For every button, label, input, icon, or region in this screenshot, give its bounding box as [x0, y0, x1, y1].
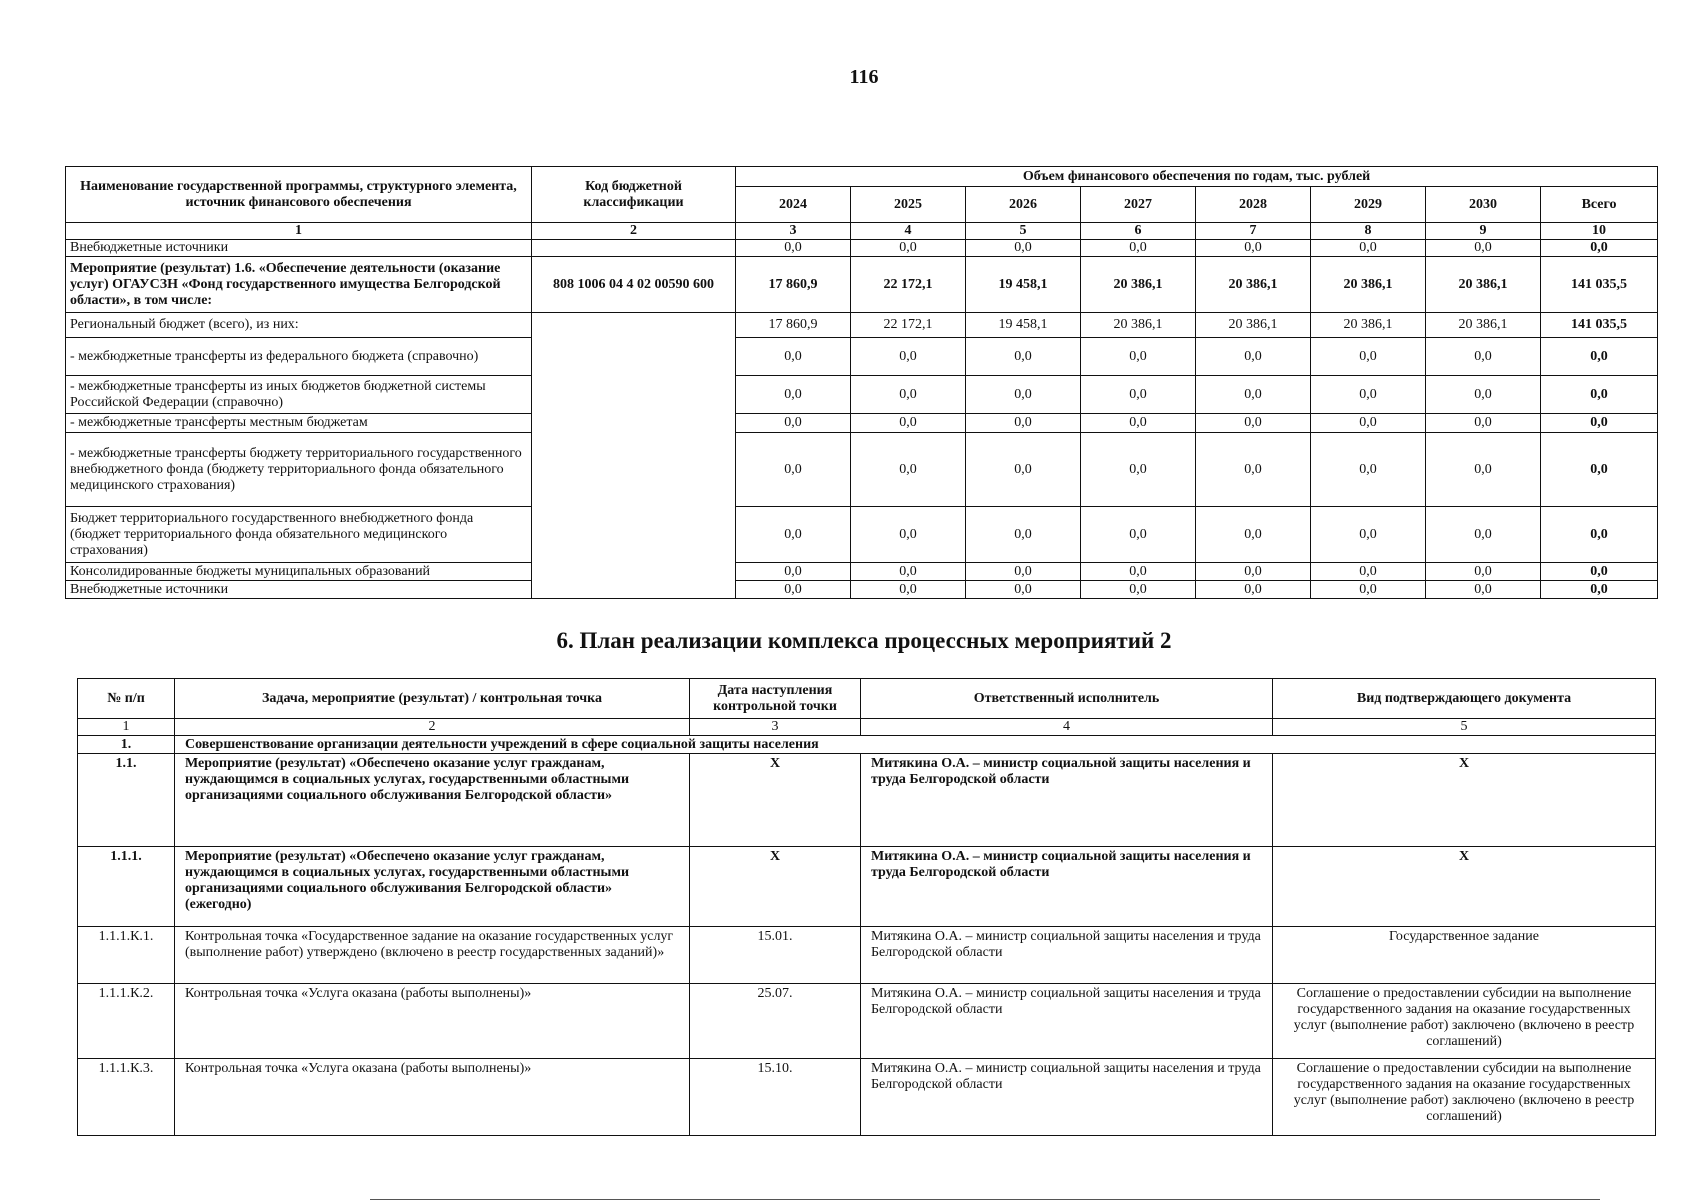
- row-value: 0,0: [1196, 376, 1311, 414]
- row-executor: Митякина О.А. – министр социальной защиты населения и труда Белгородской области: [861, 1059, 1273, 1136]
- row-name: Региональный бюджет (всего), из них:: [66, 313, 532, 338]
- row-value: 20 386,1: [1196, 257, 1311, 313]
- col-doc-header: Вид подтверждающего документа: [1273, 679, 1656, 719]
- row-value: 0,0: [1426, 414, 1541, 433]
- row-value: 0,0: [966, 581, 1081, 599]
- row-task: Мероприятие (результат) «Обеспечено оказание услуг гражданам, нуждающимся в социальных услугах, государственными областными организациями социального обслуживания Белгородской области»: [175, 754, 690, 847]
- row-value: 0,0: [1311, 581, 1426, 599]
- row-name: - межбюджетные трансферты бюджету территориального государственного внебюджетного фонда (бюджету территориального фонда обязательного медицинского страхования): [66, 433, 532, 507]
- row-name: Консолидированные бюджеты муниципальных образований: [66, 563, 532, 581]
- row-value: 0,0: [736, 563, 851, 581]
- row-value: 0,0: [736, 338, 851, 376]
- row-value: 0,0: [1426, 563, 1541, 581]
- task-row: [78, 736, 1656, 754]
- row-value: 0,0: [1426, 338, 1541, 376]
- row-doc: X: [1273, 847, 1656, 927]
- column-index-row: [66, 223, 1658, 240]
- row-date: 15.10.: [690, 1059, 861, 1136]
- task-text: Совершенствование организации деятельности учреждений в сфере социальной защиты населения: [175, 736, 1656, 754]
- column-index: 1: [78, 719, 175, 736]
- col-volume-header: Объем финансового обеспечения по годам, тыс. рублей: [736, 167, 1658, 187]
- row-value: 0,0: [1081, 581, 1196, 599]
- column-index: 1: [66, 223, 532, 240]
- row-doc: X: [1273, 754, 1656, 847]
- table-row: [66, 507, 1658, 563]
- row-value: 0,0: [1311, 563, 1426, 581]
- row-value: 0,0: [1426, 581, 1541, 599]
- row-date: 15.01.: [690, 927, 861, 984]
- table-row: [78, 847, 1656, 927]
- task-num: 1.: [78, 736, 175, 754]
- row-total: 0,0: [1541, 581, 1658, 599]
- table-row: [78, 754, 1656, 847]
- row-value: 0,0: [736, 414, 851, 433]
- row-date: 25.07.: [690, 984, 861, 1059]
- column-index: 2: [532, 223, 736, 240]
- year-header: 2029: [1311, 187, 1426, 223]
- row-value: 20 386,1: [1426, 257, 1541, 313]
- row-total: 0,0: [1541, 433, 1658, 507]
- table-row: [78, 927, 1656, 984]
- row-total: 0,0: [1541, 338, 1658, 376]
- row-value: 0,0: [1311, 240, 1426, 257]
- col-date-header: Дата наступления контрольной точки: [690, 679, 861, 719]
- row-value: 0,0: [1311, 433, 1426, 507]
- row-num: 1.1.1.К.3.: [78, 1059, 175, 1136]
- row-value: 0,0: [966, 563, 1081, 581]
- implementation-plan-table: [77, 678, 1656, 1136]
- column-index-row: [78, 719, 1656, 736]
- table-row: [66, 240, 1658, 257]
- row-value: 20 386,1: [1196, 313, 1311, 338]
- row-value: 0,0: [1196, 433, 1311, 507]
- row-value: 0,0: [1311, 338, 1426, 376]
- row-value: 0,0: [1426, 240, 1541, 257]
- table-row: [66, 257, 1658, 313]
- row-value: 0,0: [1426, 376, 1541, 414]
- financing-table: [65, 166, 1658, 599]
- row-doc: Соглашение о предоставлении субсидии на выполнение государственного задания на оказание государственных услуг (выполнение работ) заключено (включено в реестр соглашений): [1273, 1059, 1656, 1136]
- row-value: 0,0: [851, 240, 966, 257]
- column-index: 5: [1273, 719, 1656, 736]
- column-index: 4: [861, 719, 1273, 736]
- row-value: 0,0: [1311, 376, 1426, 414]
- page-number: 116: [849, 66, 879, 88]
- row-value: 0,0: [1081, 414, 1196, 433]
- row-value: 0,0: [851, 581, 966, 599]
- row-value: 20 386,1: [1081, 313, 1196, 338]
- row-value: 0,0: [1196, 581, 1311, 599]
- table-row: [66, 313, 1658, 338]
- row-task: Контрольная точка «Государственное задание на оказание государственных услуг (выполнение работ) утверждено (включено в реестр государственных заданий)»: [175, 927, 690, 984]
- row-total: 0,0: [1541, 563, 1658, 581]
- table-row: [66, 338, 1658, 376]
- row-value: 0,0: [851, 433, 966, 507]
- row-value: 20 386,1: [1311, 257, 1426, 313]
- row-executor: Митякина О.А. – министр социальной защиты населения и труда Белгородской области: [861, 847, 1273, 927]
- row-value: 0,0: [851, 414, 966, 433]
- row-total: 0,0: [1541, 507, 1658, 563]
- row-value: 0,0: [1081, 338, 1196, 376]
- row-value: 0,0: [966, 240, 1081, 257]
- row-doc: Соглашение о предоставлении субсидии на выполнение государственного задания на оказание государственных услуг (выполнение работ) заключено (включено в реестр соглашений): [1273, 984, 1656, 1059]
- year-header: 2025: [851, 187, 966, 223]
- row-value: 0,0: [736, 507, 851, 563]
- col-executor-header: Ответственный исполнитель: [861, 679, 1273, 719]
- row-value: 0,0: [736, 433, 851, 507]
- row-value: 17 860,9: [736, 313, 851, 338]
- row-value: 19 458,1: [966, 313, 1081, 338]
- row-num: 1.1.: [78, 754, 175, 847]
- row-value: 0,0: [966, 338, 1081, 376]
- row-value: 0,0: [1311, 414, 1426, 433]
- total-header: Всего: [1541, 187, 1658, 223]
- row-value: 0,0: [1196, 240, 1311, 257]
- row-total: 0,0: [1541, 376, 1658, 414]
- row-total: 141 035,5: [1541, 313, 1658, 338]
- col-code-header: Код бюджетной классификации: [532, 167, 736, 223]
- column-index: 8: [1311, 223, 1426, 240]
- column-index: 9: [1426, 223, 1541, 240]
- row-value: 0,0: [851, 563, 966, 581]
- row-name: Внебюджетные источники: [66, 240, 532, 257]
- row-executor: Митякина О.А. – министр социальной защиты населения и труда Белгородской области: [861, 754, 1273, 847]
- col-task-header: Задача, мероприятие (результат) / контрольная точка: [175, 679, 690, 719]
- column-index: 5: [966, 223, 1081, 240]
- column-index: 6: [1081, 223, 1196, 240]
- row-executor: Митякина О.А. – министр социальной защиты населения и труда Белгородской области: [861, 984, 1273, 1059]
- row-value: 20 386,1: [1081, 257, 1196, 313]
- row-value: 0,0: [1426, 433, 1541, 507]
- row-task: Мероприятие (результат) «Обеспечено оказание услуг гражданам, нуждающимся в социальных услугах, государственными областными организациями социального обслуживания Белгородской области» (ежегодно): [175, 847, 690, 927]
- table-row: [66, 414, 1658, 433]
- row-value: 0,0: [966, 433, 1081, 507]
- row-total: 141 035,5: [1541, 257, 1658, 313]
- row-name: Мероприятие (результат) 1.6. «Обеспечение деятельности (оказание услуг) ОГАУСЗН «Фонд государственного имущества Белгородской области», в том числе:: [66, 257, 532, 313]
- row-value: 0,0: [736, 240, 851, 257]
- table-row: [66, 563, 1658, 581]
- row-value: 0,0: [1081, 376, 1196, 414]
- row-name: - межбюджетные трансферты из иных бюджетов бюджетной системы Российской Федерации (справочно): [66, 376, 532, 414]
- row-value: 0,0: [1426, 507, 1541, 563]
- column-index: 10: [1541, 223, 1658, 240]
- year-header: 2024: [736, 187, 851, 223]
- row-value: 0,0: [1081, 507, 1196, 563]
- col-num-header: № п/п: [78, 679, 175, 719]
- table-row: [66, 581, 1658, 599]
- row-value: 0,0: [966, 507, 1081, 563]
- row-doc: Государственное задание: [1273, 927, 1656, 984]
- column-index: 7: [1196, 223, 1311, 240]
- col-name-header: Наименование государственной программы, структурного элемента, источник финансового обеспечения: [66, 167, 532, 223]
- row-value: 0,0: [1081, 433, 1196, 507]
- row-code: 808 1006 04 4 02 00590 600: [532, 257, 736, 313]
- table-row: [78, 984, 1656, 1059]
- column-index: 4: [851, 223, 966, 240]
- row-value: 22 172,1: [851, 313, 966, 338]
- row-value: 0,0: [736, 581, 851, 599]
- year-header: 2027: [1081, 187, 1196, 223]
- row-value: 0,0: [851, 376, 966, 414]
- row-value: 0,0: [966, 376, 1081, 414]
- row-name: - межбюджетные трансферты из федерального бюджета (справочно): [66, 338, 532, 376]
- row-value: 20 386,1: [1426, 313, 1541, 338]
- year-header: 2026: [966, 187, 1081, 223]
- row-value: 20 386,1: [1311, 313, 1426, 338]
- row-code: [532, 313, 736, 599]
- row-num: 1.1.1.: [78, 847, 175, 927]
- row-total: 0,0: [1541, 240, 1658, 257]
- column-index: 3: [736, 223, 851, 240]
- row-date: X: [690, 754, 861, 847]
- row-value: 0,0: [1196, 563, 1311, 581]
- row-value: 19 458,1: [966, 257, 1081, 313]
- row-value: 0,0: [966, 414, 1081, 433]
- table-row: [66, 376, 1658, 414]
- table-row: [66, 433, 1658, 507]
- row-code: [532, 240, 736, 257]
- row-name: - межбюджетные трансферты местным бюджетам: [66, 414, 532, 433]
- row-num: 1.1.1.К.1.: [78, 927, 175, 984]
- row-num: 1.1.1.К.2.: [78, 984, 175, 1059]
- row-value: 0,0: [851, 507, 966, 563]
- year-header: 2030: [1426, 187, 1541, 223]
- row-name: Внебюджетные источники: [66, 581, 532, 599]
- row-value: 0,0: [1311, 507, 1426, 563]
- row-value: 0,0: [1196, 414, 1311, 433]
- row-value: 0,0: [851, 338, 966, 376]
- row-value: 0,0: [1081, 563, 1196, 581]
- row-value: 17 860,9: [736, 257, 851, 313]
- row-value: 22 172,1: [851, 257, 966, 313]
- row-value: 0,0: [1196, 338, 1311, 376]
- section-title: 6. План реализации комплекса процессных мероприятий 2: [556, 628, 1172, 653]
- row-name: Бюджет территориального государственного внебюджетного фонда (бюджет территориального фонда обязательного медицинского страхования): [66, 507, 532, 563]
- row-task: Контрольная точка «Услуга оказана (работы выполнены)»: [175, 1059, 690, 1136]
- row-value: 0,0: [736, 376, 851, 414]
- table-row: [78, 1059, 1656, 1136]
- year-header: 2028: [1196, 187, 1311, 223]
- column-index: 2: [175, 719, 690, 736]
- row-total: 0,0: [1541, 414, 1658, 433]
- row-value: 0,0: [1196, 507, 1311, 563]
- row-date: X: [690, 847, 861, 927]
- row-value: 0,0: [1081, 240, 1196, 257]
- row-task: Контрольная точка «Услуга оказана (работы выполнены)»: [175, 984, 690, 1059]
- row-executor: Митякина О.А. – министр социальной защиты населения и труда Белгородской области: [861, 927, 1273, 984]
- column-index: 3: [690, 719, 861, 736]
